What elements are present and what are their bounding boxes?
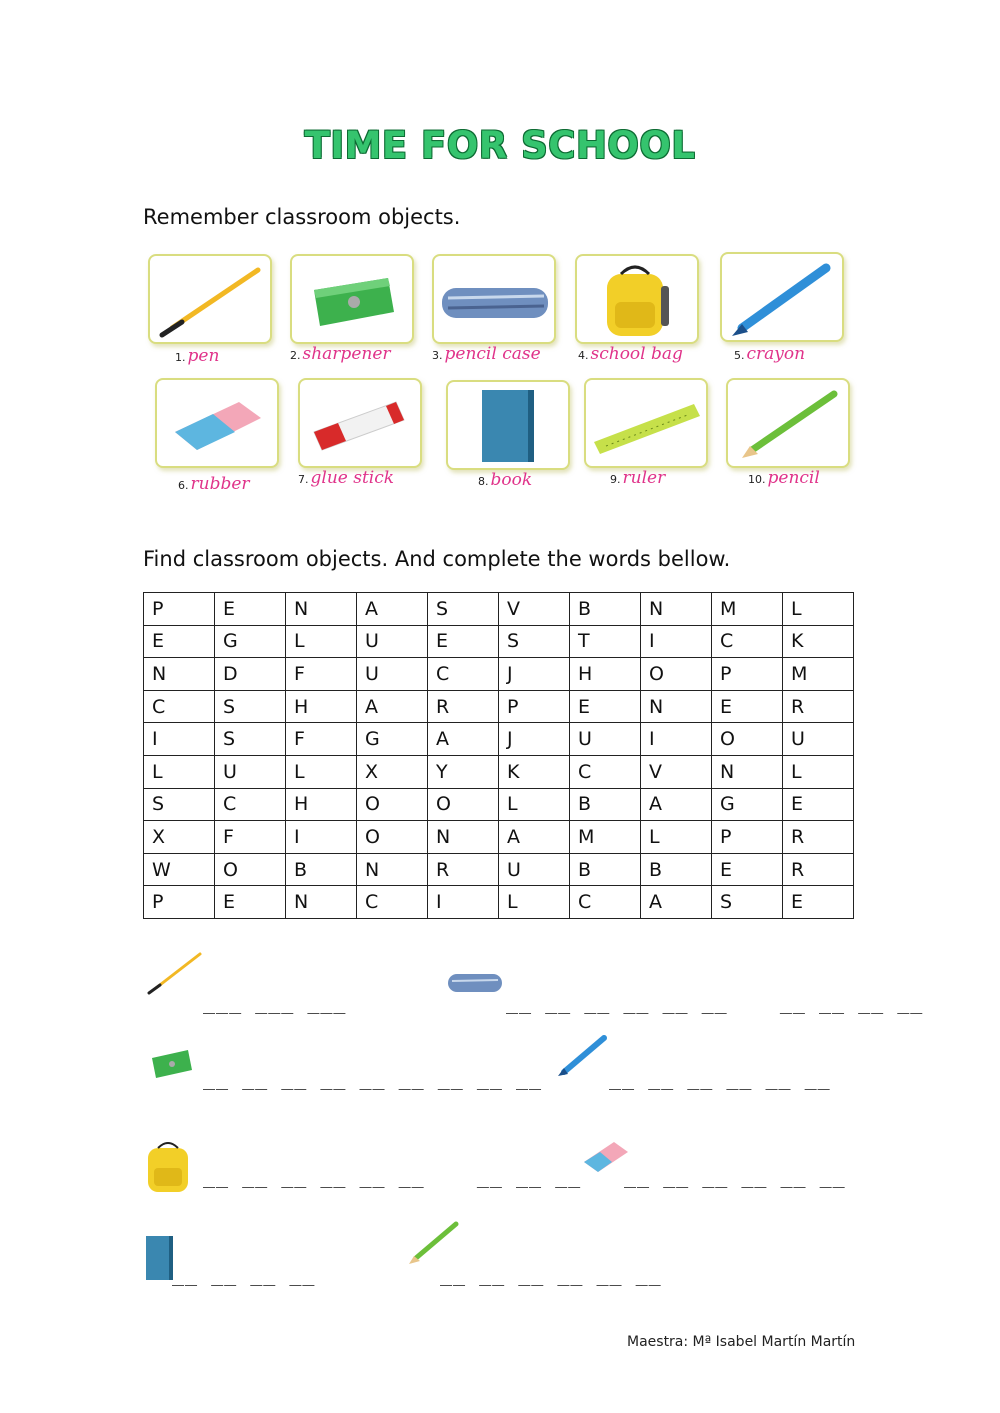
grid-row [144, 625, 854, 658]
grid-cell[interactable]: N [641, 593, 712, 626]
book-icon [448, 382, 568, 468]
grid-cell[interactable]: A [641, 788, 712, 821]
grid-cell[interactable]: F [286, 658, 357, 691]
grid-cell[interactable]: T [570, 625, 641, 658]
caption-sharpener: 2. sharpener [290, 344, 391, 364]
grid-cell[interactable]: P [144, 593, 215, 626]
grid-cell[interactable]: D [215, 658, 286, 691]
grid-cell[interactable]: R [783, 821, 854, 854]
grid-cell[interactable]: N [712, 755, 783, 788]
sharpener-icon [292, 256, 412, 342]
blank-rubber[interactable]: __ __ __ __ __ __ [624, 1164, 846, 1188]
grid-cell[interactable]: B [570, 788, 641, 821]
grid-cell[interactable]: A [357, 690, 428, 723]
instruction-find: Find classroom objects. And complete the words bellow. [143, 547, 731, 571]
instruction-remember: Remember classroom objects. [143, 205, 461, 229]
grid-cell[interactable]: K [783, 625, 854, 658]
grid-cell[interactable]: L [144, 755, 215, 788]
grid-cell[interactable]: N [641, 690, 712, 723]
grid-cell[interactable]: B [570, 593, 641, 626]
grid-cell[interactable]: R [428, 690, 499, 723]
grid-row [144, 788, 854, 821]
caption-glue-stick: 7. glue stick [298, 468, 395, 488]
rubber-icon [582, 1134, 630, 1176]
card-crayon [720, 252, 844, 342]
grid-row [144, 755, 854, 788]
crayon-icon [722, 254, 842, 340]
grid-cell[interactable]: E [144, 625, 215, 658]
grid-cell[interactable]: N [144, 658, 215, 691]
grid-cell[interactable]: C [357, 886, 428, 919]
caption-book: 8. book [478, 470, 533, 490]
grid-cell[interactable]: L [783, 755, 854, 788]
grid-cell[interactable]: V [499, 593, 570, 626]
blank-sharpener[interactable]: __ __ __ __ __ __ __ __ __ [203, 1066, 543, 1090]
grid-cell[interactable]: B [641, 853, 712, 886]
grid-cell[interactable]: E [783, 788, 854, 821]
grid-cell[interactable]: P [144, 886, 215, 919]
blank-pencil-case[interactable]: __ __ __ __ __ __ __ __ __ __ [506, 990, 924, 1014]
card-glue-stick [298, 378, 422, 468]
grid-cell[interactable]: B [570, 853, 641, 886]
card-ruler [584, 378, 708, 468]
grid-cell[interactable]: W [144, 853, 215, 886]
grid-cell[interactable]: J [499, 723, 570, 756]
grid-cell[interactable]: U [357, 658, 428, 691]
grid-cell[interactable]: Y [428, 755, 499, 788]
grid-cell[interactable]: C [144, 690, 215, 723]
card-school-bag [575, 254, 699, 344]
grid-cell[interactable]: O [641, 658, 712, 691]
caption-pencil: 10. pencil [748, 468, 820, 488]
grid-cell[interactable]: M [712, 593, 783, 626]
card-pencil [726, 378, 850, 468]
pencil-case-icon [446, 968, 504, 998]
grid-cell[interactable]: L [783, 593, 854, 626]
caption-school-bag: 4. school bag [578, 344, 683, 364]
grid-row [144, 723, 854, 756]
grid-cell[interactable]: O [428, 788, 499, 821]
grid-cell[interactable]: L [286, 625, 357, 658]
grid-row [144, 690, 854, 723]
grid-cell[interactable]: E [570, 690, 641, 723]
grid-cell[interactable]: C [570, 886, 641, 919]
grid-cell[interactable]: O [357, 788, 428, 821]
grid-cell[interactable]: U [499, 853, 570, 886]
ruler-icon [586, 380, 706, 466]
grid-cell[interactable]: R [783, 690, 854, 723]
grid-cell[interactable]: I [641, 625, 712, 658]
grid-cell[interactable]: E [783, 886, 854, 919]
grid-cell[interactable]: L [286, 755, 357, 788]
sharpener-icon [148, 1046, 194, 1082]
grid-cell[interactable]: A [357, 593, 428, 626]
blank-crayon[interactable]: __ __ __ __ __ __ [609, 1066, 831, 1090]
grid-row [144, 658, 854, 691]
grid-cell[interactable]: B [286, 853, 357, 886]
grid-cell[interactable]: X [357, 755, 428, 788]
school-bag-icon [142, 1138, 194, 1196]
grid-cell[interactable]: U [215, 755, 286, 788]
grid-cell[interactable]: R [428, 853, 499, 886]
grid-row [144, 886, 854, 919]
grid-cell[interactable]: A [641, 886, 712, 919]
grid-cell[interactable]: C [428, 658, 499, 691]
grid-cell[interactable]: S [144, 788, 215, 821]
grid-cell[interactable]: S [215, 723, 286, 756]
blank-school-bag[interactable]: __ __ __ __ __ __ __ __ __ [203, 1164, 582, 1188]
grid-cell[interactable]: N [428, 821, 499, 854]
grid-cell[interactable]: E [428, 625, 499, 658]
grid-cell[interactable]: E [712, 690, 783, 723]
grid-cell[interactable]: I [641, 723, 712, 756]
grid-cell[interactable]: N [286, 593, 357, 626]
grid-cell[interactable]: I [428, 886, 499, 919]
grid-cell[interactable]: U [783, 723, 854, 756]
grid-cell[interactable]: E [215, 886, 286, 919]
grid-cell[interactable]: C [215, 788, 286, 821]
grid-cell[interactable]: N [286, 886, 357, 919]
grid-cell[interactable]: E [215, 593, 286, 626]
grid-cell[interactable]: K [499, 755, 570, 788]
grid-cell[interactable]: E [712, 853, 783, 886]
caption-pen: 1. pen [175, 346, 220, 366]
grid-cell[interactable]: A [499, 821, 570, 854]
word-search-grid [143, 592, 854, 919]
card-book [446, 380, 570, 470]
grid-cell[interactable]: N [357, 853, 428, 886]
grid-cell[interactable]: L [641, 821, 712, 854]
grid-cell[interactable]: J [499, 658, 570, 691]
page-title: TIME FOR SCHOOL [304, 124, 696, 167]
teacher-credit: Maestra: Mª Isabel Martín Martín [627, 1334, 856, 1350]
grid-cell[interactable]: F [286, 723, 357, 756]
grid-cell[interactable]: I [286, 821, 357, 854]
caption-rubber: 6. rubber [178, 474, 250, 494]
grid-cell[interactable]: G [712, 788, 783, 821]
pen-icon [150, 256, 270, 342]
grid-row [144, 821, 854, 854]
card-sharpener [290, 254, 414, 344]
pen-icon [146, 950, 202, 996]
grid-cell[interactable]: I [144, 723, 215, 756]
pencil-icon [406, 1218, 460, 1266]
grid-cell[interactable]: M [783, 658, 854, 691]
grid-cell[interactable]: S [428, 593, 499, 626]
caption-ruler: 9. ruler [610, 468, 666, 488]
grid-cell[interactable]: C [570, 755, 641, 788]
grid-cell[interactable]: V [641, 755, 712, 788]
grid-cell[interactable]: P [712, 658, 783, 691]
grid-cell[interactable]: O [712, 723, 783, 756]
grid-cell[interactable]: U [357, 625, 428, 658]
grid-cell[interactable]: S [215, 690, 286, 723]
grid-row [144, 593, 854, 626]
card-rubber [155, 378, 279, 468]
grid-cell[interactable]: X [144, 821, 215, 854]
card-pencil-case [432, 254, 556, 344]
grid-cell[interactable]: R [783, 853, 854, 886]
grid-cell[interactable]: C [712, 625, 783, 658]
blank-pen[interactable]: ___ ___ ___ [203, 990, 347, 1014]
grid-cell[interactable]: P [712, 821, 783, 854]
grid-cell[interactable]: L [499, 788, 570, 821]
caption-crayon: 5. crayon [734, 344, 806, 364]
pencil-icon [728, 380, 848, 466]
card-pen [148, 254, 272, 344]
rubber-icon [157, 380, 277, 466]
grid-cell[interactable]: S [499, 625, 570, 658]
grid-cell[interactable]: G [215, 625, 286, 658]
grid-cell[interactable]: O [215, 853, 286, 886]
grid-cell[interactable]: M [570, 821, 641, 854]
grid-cell[interactable]: H [570, 658, 641, 691]
grid-cell[interactable]: F [215, 821, 286, 854]
grid-cell[interactable]: P [499, 690, 570, 723]
grid-cell[interactable]: L [499, 886, 570, 919]
grid-cell[interactable]: G [357, 723, 428, 756]
school-bag-icon [577, 256, 697, 342]
grid-cell[interactable]: H [286, 690, 357, 723]
grid-cell[interactable]: S [712, 886, 783, 919]
grid-cell[interactable]: O [357, 821, 428, 854]
grid-row [144, 853, 854, 886]
pencil-case-icon [434, 256, 554, 342]
blank-book[interactable]: __ __ __ __ [172, 1262, 316, 1286]
grid-cell[interactable]: A [428, 723, 499, 756]
blank-pencil[interactable]: __ __ __ __ __ __ [440, 1262, 662, 1286]
crayon-icon [556, 1034, 608, 1078]
glue-stick-icon [300, 380, 420, 466]
grid-cell[interactable]: H [286, 788, 357, 821]
caption-pencil-case: 3. pencil case [432, 344, 541, 364]
grid-cell[interactable]: U [570, 723, 641, 756]
